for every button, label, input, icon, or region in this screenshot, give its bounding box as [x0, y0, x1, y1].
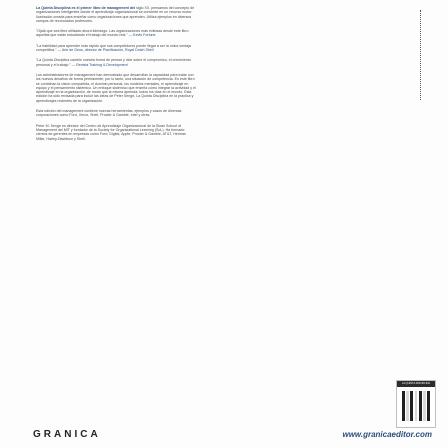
publisher-url[interactable]: www.granicaeditor.com	[342, 430, 432, 439]
paragraph-attribution: — Kevin Fortune	[128, 33, 156, 38]
cover-label: LA QUINTA DISCIPLINA	[401, 382, 431, 385]
article-column	[36, 6, 196, 147]
paragraph-attribution: — Arie de Geus, director de Planificación, Royal Dutch Shell	[57, 48, 154, 53]
paragraph-text: "La habilidad para aprender más rápido que sus competidores puede llegar a ser la única ventaja competitiva."	[36, 43, 191, 53]
article-paragraph	[36, 73, 196, 103]
paragraph-attribution: — Revista Training & Development	[71, 62, 128, 67]
paragraph-text: "La Quinta Disciplina cambió nuestra forma de pensar y dice sobre el compromiso, el crecimiento personal y el trabajo."	[36, 58, 191, 67]
publisher-brand: GRANICA	[33, 429, 101, 440]
article-paragraph	[36, 58, 196, 67]
paragraph-text: "Ojalá que sea libro utilizado ahora liderazgo. Las organizaciones más exitosas desde este libro aquellas que están estudiando el trabajo del mundo real."	[36, 29, 189, 38]
article-paragraph	[36, 124, 196, 141]
paragraph-text: siglo XX, pensamos del concepto de organizaciones inteligentes donde el aprendizaje organizacional se convierte en un recurso motor. Ilustración creada para enseñar como organizaciones que aprenden. Utiliza ejemplos en diversos campos de reconocidos profesores.	[36, 6, 195, 23]
book-cover-thumbnail	[396, 380, 436, 428]
cover-title-bar	[397, 381, 435, 387]
article-paragraph	[36, 29, 196, 38]
cover-stripes-icon	[402, 391, 430, 421]
article-paragraph	[36, 6, 196, 23]
paragraph-text: Peter M. Senge es director del Centro de Aprendizaje Organizacional de la Sloan School of Management del MIT y fundador de la Society for Organizational Learning (SoL). Ha formado cientos de gerentes en empresas como Ford, Digital, Apple, Procter & Gamble, AT&T, Herman Miller, Harley-Davidson y Shell.	[36, 123, 186, 141]
paragraph-text: Los administradores de management han demostrado que desarrollan la capacidad para tratar con los nuevos desafíos de forma permanente, por lo tanto, una situación de competencia. En este libro se combinan la visión compartida, el dominio personal, los modelos mentales, el aprendizaje en equipo y el pensamiento sistémico. Un enfoque sistémico que enseña cómo integrar la actividad y el aprendizaje en la organización, de modo que la misma aprenda, todos los días en el mundo. Esta edición ha sido revisada para incluir las ideas de Peter Senge, La Quinta Disciplina en la práctica y aprendizajes recientes de la organización.	[36, 72, 196, 103]
article-paragraph	[36, 109, 196, 118]
paragraph-text: Esta edición del management contiene nuevas herramientas, ejemplos y casos de diversas corporaciones como Ford, Xerox, Shell, Procter & Gamble, Intel y otras.	[36, 109, 182, 118]
article-paragraph	[36, 44, 196, 53]
dotted-rule	[420, 10, 422, 100]
paragraph-lead: La Quinta Disciplina es el primer libro de management del	[36, 6, 136, 10]
